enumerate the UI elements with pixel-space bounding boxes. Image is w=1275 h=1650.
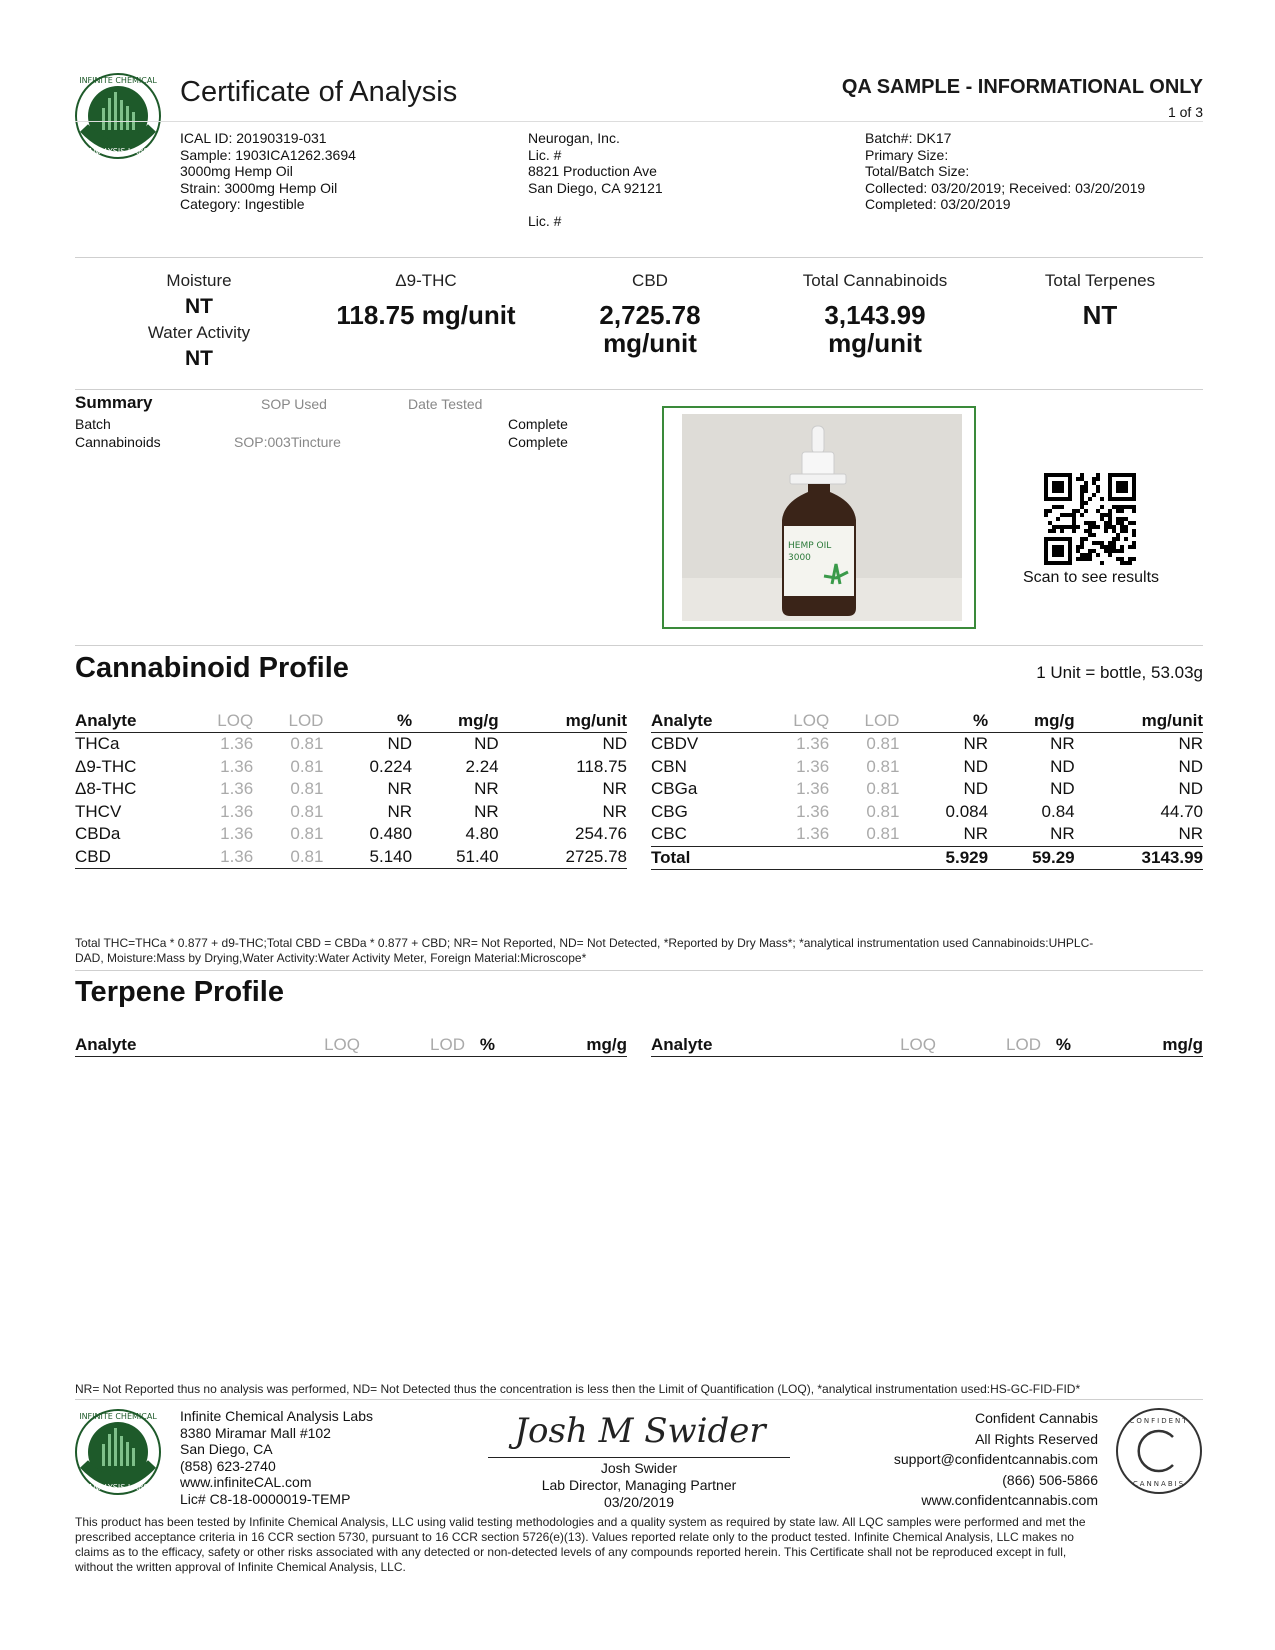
col-percent: % bbox=[323, 710, 412, 733]
cell-analyte: Δ8-THC bbox=[75, 779, 137, 799]
signatory-name: Josh Swider bbox=[600, 1460, 678, 1476]
cbd-unit: mg/unit bbox=[603, 328, 697, 358]
bottle-label-line1: HEMP OIL bbox=[788, 541, 832, 551]
cc-phone: (866) 506-5866 bbox=[1002, 1471, 1098, 1488]
cell-loq: 1.36 bbox=[187, 846, 253, 869]
table-row bbox=[75, 801, 627, 824]
sample-name: 3000mg Hemp Oil bbox=[180, 163, 293, 179]
lab-city: San Diego, CA bbox=[180, 1441, 273, 1457]
qr-caption: Scan to see results bbox=[1022, 569, 1160, 586]
table-row bbox=[75, 756, 627, 779]
cell-analyte: THCa bbox=[75, 734, 120, 754]
cell-loq: 1.36 bbox=[220, 801, 254, 821]
summary-row-name: Batch bbox=[75, 416, 111, 432]
cell-mg-g: ND bbox=[1050, 756, 1075, 776]
cannabinoid-notes bbox=[75, 936, 1205, 966]
terpene-table-left bbox=[75, 1034, 627, 1057]
divider bbox=[75, 121, 1203, 122]
signatory bbox=[488, 1460, 790, 1511]
divider bbox=[75, 645, 1203, 646]
table-row bbox=[651, 756, 1203, 779]
sample-info bbox=[180, 130, 356, 213]
cell-lod: 0.81 bbox=[866, 824, 900, 844]
cell-analyte: CBDV bbox=[651, 734, 699, 754]
col-lod: LOD bbox=[360, 1034, 465, 1057]
table-row bbox=[75, 778, 627, 801]
col-mg-g: mg/g bbox=[495, 1034, 627, 1057]
cell-loq: 1.36 bbox=[220, 779, 254, 799]
divider bbox=[75, 389, 1203, 390]
moisture-metric bbox=[119, 271, 279, 371]
cell-mg-g: 0.84 bbox=[1041, 801, 1075, 821]
summary-row-status: Complete bbox=[508, 434, 568, 450]
cell-mg-g: NR bbox=[1050, 734, 1075, 754]
client-license: Lic. # bbox=[528, 146, 562, 163]
note-line: DAD, Moisture:Mass by Drying,Water Activity:Water Activity Meter, Foreign Material:Microscope* bbox=[75, 951, 587, 965]
thc-label: Δ9-THC bbox=[395, 271, 457, 290]
cell-loq: 1.36 bbox=[220, 734, 254, 754]
qr-code[interactable] bbox=[1044, 473, 1136, 565]
cc-rights: All Rights Reserved bbox=[975, 1430, 1098, 1447]
cannabinoid-table-right bbox=[651, 710, 1203, 870]
cell-analyte: CBC bbox=[651, 824, 687, 844]
table-row bbox=[651, 778, 1203, 801]
table-row bbox=[75, 823, 627, 846]
cell-percent: 0.224 bbox=[369, 756, 413, 776]
col-mg-unit: mg/unit bbox=[499, 710, 627, 733]
strain: Strain: 3000mg Hemp Oil bbox=[180, 179, 338, 196]
client-address: 8821 Production Ave bbox=[528, 163, 657, 179]
signature-image bbox=[490, 1404, 790, 1456]
summary-row-status: Complete bbox=[508, 416, 568, 432]
col-percent: % bbox=[1041, 1034, 1071, 1057]
cc-name: Confident Cannabis bbox=[975, 1410, 1098, 1426]
svg-text:INFINITE CHEMICAL: INFINITE CHEMICAL bbox=[79, 1412, 157, 1421]
page-title: Certificate of Analysis bbox=[180, 76, 458, 108]
lab-info bbox=[180, 1408, 373, 1507]
cell-percent: NR bbox=[963, 824, 989, 844]
cell-loq: 1.36 bbox=[796, 779, 830, 799]
col-lod: LOD bbox=[253, 710, 323, 733]
batch-size: Total/Batch Size: bbox=[865, 163, 970, 179]
total-analyte: Total bbox=[651, 846, 763, 870]
summary-row-sop: SOP:003Tincture bbox=[234, 434, 341, 450]
qa-label: QA SAMPLE - INFORMATIONAL ONLY bbox=[841, 76, 1203, 98]
disclaimer-line: prescribed acceptance criteria in 16 CCR section 5730, pursuant to 16 CCR section 5726(e)(13). Values reported relate only to the product tested. Infinite Chemical Analysis, LLC makes no bbox=[75, 1530, 1074, 1544]
moisture-value: NT bbox=[185, 295, 213, 318]
unit-note: 1 Unit = bottle, 53.03g bbox=[1036, 663, 1203, 682]
cell-loq: 1.36 bbox=[796, 734, 830, 754]
cell-percent: NR bbox=[387, 779, 413, 799]
cell-mg-g: NR bbox=[474, 779, 499, 799]
cell-percent: 0.084 bbox=[945, 801, 989, 821]
cell-mg-unit: ND bbox=[1178, 779, 1203, 799]
col-lod: LOD bbox=[829, 710, 899, 733]
table-row bbox=[75, 733, 627, 756]
completed: Completed: 03/20/2019 bbox=[865, 196, 1011, 212]
category: Category: Ingestible bbox=[180, 196, 305, 212]
cell-percent: ND bbox=[963, 779, 989, 799]
col-loq: LOQ bbox=[763, 710, 829, 733]
lab-website[interactable]: www.infiniteCAL.com bbox=[180, 1474, 312, 1490]
lab-license: Lic# C8-18-0000019-TEMP bbox=[180, 1490, 351, 1507]
client-license-2: Lic. # bbox=[528, 212, 562, 229]
cell-lod: 0.81 bbox=[866, 779, 900, 799]
disclaimer-line: This product has been tested by Infinite Chemical Analysis, LLC using valid testing methodologies and a quality system as required by state law. All LQC samples were performed and met the bbox=[75, 1515, 1086, 1529]
ical-id: ICAL ID: 20190319-031 bbox=[180, 130, 327, 146]
lab-name: Infinite Chemical Analysis Labs bbox=[180, 1408, 373, 1424]
product-photo bbox=[662, 406, 976, 629]
terpene-profile-title: Terpene Profile bbox=[75, 976, 284, 1008]
summary-date-header: Date Tested bbox=[408, 396, 483, 412]
client-info bbox=[528, 130, 663, 229]
divider bbox=[75, 970, 1203, 971]
table-row bbox=[651, 733, 1203, 756]
cell-loq: 1.36 bbox=[220, 756, 254, 776]
ical-logo-footer bbox=[74, 1408, 162, 1496]
collected-received: Collected: 03/20/2019; Received: 03/20/2019 bbox=[865, 179, 1146, 196]
col-loq: LOQ bbox=[285, 1034, 360, 1057]
cell-loq: 1.36 bbox=[220, 824, 254, 844]
moisture-label: Moisture bbox=[166, 271, 232, 290]
svg-text:INFINITE CHEMICAL: INFINITE CHEMICAL bbox=[79, 76, 157, 85]
total-percent: 5.929 bbox=[899, 846, 988, 870]
cc-website[interactable]: www.confidentcannabis.com bbox=[921, 1492, 1098, 1508]
cell-percent: NR bbox=[387, 801, 413, 821]
svg-text:ANALYSIS LABS: ANALYSIS LABS bbox=[87, 147, 149, 156]
footer-note: NR= Not Reported thus no analysis was performed, ND= Not Detected thus the concentration is less then the Limit of Quantification (LOQ), *analytical instrumentation used:HS-GC-FID-FID* bbox=[75, 1382, 1081, 1396]
col-analyte: Analyte bbox=[75, 710, 187, 733]
col-loq: LOQ bbox=[861, 1034, 936, 1057]
cell-analyte: CBD bbox=[75, 846, 187, 869]
cell-mg-unit: NR bbox=[602, 801, 627, 821]
svg-text:CONFIDENT: CONFIDENT bbox=[1129, 1417, 1189, 1425]
cell-mg-unit: 254.76 bbox=[575, 824, 627, 844]
total-cannabinoids-label: Total Cannabinoids bbox=[802, 271, 948, 290]
table-row bbox=[651, 823, 1203, 846]
col-percent: % bbox=[465, 1034, 495, 1057]
primary-size: Primary Size: bbox=[865, 146, 949, 163]
signature-line bbox=[488, 1457, 790, 1458]
cell-analyte: Δ9-THC bbox=[75, 756, 137, 776]
cell-mg-unit: NR bbox=[1178, 734, 1203, 754]
disclaimer-line: without the written approval of Infinite Chemical Analysis, LLC. bbox=[75, 1560, 406, 1574]
confident-cannabis-logo bbox=[1114, 1406, 1204, 1496]
cbd-value: 2,725.78 bbox=[599, 300, 701, 330]
col-mg-g: mg/g bbox=[412, 710, 499, 733]
cannabinoid-table-left bbox=[75, 710, 627, 869]
cell-mg-g: ND bbox=[1050, 779, 1075, 799]
page-number: 1 of 3 bbox=[1167, 104, 1203, 120]
total-terpenes-value: NT bbox=[1082, 300, 1118, 330]
cell-percent: ND bbox=[387, 734, 413, 754]
cell-mg-unit: ND bbox=[602, 734, 627, 754]
bottle-label-line2: 3000 bbox=[788, 553, 811, 563]
cell-mg-unit: NR bbox=[1178, 824, 1203, 844]
cc-email[interactable]: support@confidentcannabis.com bbox=[893, 1451, 1098, 1467]
cell-percent: 5.140 bbox=[323, 846, 412, 869]
summary-title: Summary bbox=[75, 393, 153, 412]
summary-sop-header: SOP Used bbox=[261, 396, 327, 412]
cbd-metric bbox=[560, 271, 740, 357]
cell-analyte: THCV bbox=[75, 801, 122, 821]
batch-info bbox=[865, 130, 1145, 213]
cell-mg-unit: ND bbox=[1178, 756, 1203, 776]
signature-script: Josh M Swider bbox=[514, 1411, 766, 1451]
cell-lod: 0.81 bbox=[253, 846, 323, 869]
col-mg-g: mg/g bbox=[988, 710, 1075, 733]
total-cannabinoids-unit: mg/unit bbox=[828, 328, 922, 358]
col-percent: % bbox=[899, 710, 988, 733]
summary-row-name: Cannabinoids bbox=[75, 434, 161, 450]
cell-analyte: CBN bbox=[651, 756, 687, 776]
cell-percent: 0.480 bbox=[369, 824, 413, 844]
total-cannabinoids-metric bbox=[770, 271, 980, 357]
cell-loq: 1.36 bbox=[796, 756, 830, 776]
client-city: San Diego, CA 92121 bbox=[528, 179, 663, 196]
col-analyte: Analyte bbox=[651, 710, 763, 733]
table-row bbox=[651, 801, 1203, 824]
total-mg-unit: 3143.99 bbox=[1075, 846, 1203, 870]
confident-info bbox=[894, 1408, 1098, 1511]
cbd-label: CBD bbox=[632, 271, 668, 290]
col-loq: LOQ bbox=[187, 710, 253, 733]
cell-loq: 1.36 bbox=[796, 801, 830, 821]
total-loq bbox=[763, 846, 829, 870]
cell-mg-g: 2.24 bbox=[465, 756, 499, 776]
terpene-table-right bbox=[651, 1034, 1203, 1057]
total-lod bbox=[829, 846, 899, 870]
cell-lod: 0.81 bbox=[866, 734, 900, 754]
signatory-title: Lab Director, Managing Partner bbox=[541, 1477, 737, 1493]
disclaimer-line: claims as to the efficacy, safety or other risks associated with any detected or non-detected levels of any compounds reported herein. This Certificate shall not be reproduced except in full, bbox=[75, 1545, 1067, 1559]
svg-text:ANALYSIS LABS: ANALYSIS LABS bbox=[87, 1483, 149, 1492]
thc-value: 118.75 mg/unit bbox=[336, 300, 516, 330]
divider bbox=[75, 1399, 1203, 1400]
table-row bbox=[75, 846, 627, 869]
sample-id: Sample: 1903ICA1262.3694 bbox=[180, 146, 356, 163]
col-lod: LOD bbox=[936, 1034, 1041, 1057]
total-terpenes-label: Total Terpenes bbox=[1044, 271, 1156, 290]
cell-loq: 1.36 bbox=[796, 824, 830, 844]
lab-address: 8380 Miramar Mall #102 bbox=[180, 1424, 331, 1441]
cell-lod: 0.81 bbox=[290, 824, 324, 844]
svg-text:CANNABIS: CANNABIS bbox=[1132, 1480, 1186, 1488]
cell-mg-g: NR bbox=[1050, 824, 1075, 844]
total-mg-g: 59.29 bbox=[988, 846, 1075, 870]
total-row bbox=[651, 846, 1203, 870]
water-activity-label: Water Activity bbox=[147, 323, 251, 342]
cell-analyte: CBGa bbox=[651, 779, 698, 799]
cell-lod: 0.81 bbox=[290, 801, 324, 821]
ical-logo bbox=[74, 72, 162, 160]
cell-mg-g: ND bbox=[474, 734, 499, 754]
water-activity-value: NT bbox=[185, 347, 213, 370]
batch-number: Batch#: DK17 bbox=[865, 130, 952, 146]
cell-lod: 0.81 bbox=[866, 756, 900, 776]
cell-lod: 0.81 bbox=[290, 734, 324, 754]
col-mg-unit: mg/unit bbox=[1075, 710, 1203, 733]
total-cannabinoids-value: 3,143.99 bbox=[824, 300, 926, 330]
cell-mg-unit: 118.75 bbox=[576, 756, 627, 776]
divider bbox=[75, 257, 1203, 258]
client-blank bbox=[528, 196, 663, 213]
cell-mg-g: NR bbox=[474, 801, 499, 821]
cell-mg-unit: 2725.78 bbox=[499, 846, 627, 869]
cell-lod: 0.81 bbox=[290, 779, 324, 799]
note-line: Total THC=THCa * 0.877 + d9-THC;Total CBD = CBDa * 0.877 + CBD; NR= Not Reported, ND= Not Detected, *Reported by Dry Mass*; *analytical instrumentation used Cannabinoids:UHPLC- bbox=[75, 936, 1094, 950]
cell-analyte: CBG bbox=[651, 801, 688, 821]
client-name: Neurogan, Inc. bbox=[528, 130, 620, 146]
cell-percent: ND bbox=[963, 756, 989, 776]
thc-metric bbox=[316, 271, 536, 329]
col-mg-g: mg/g bbox=[1071, 1034, 1203, 1057]
cell-mg-unit: 44.70 bbox=[1160, 801, 1203, 821]
col-analyte: Analyte bbox=[651, 1034, 861, 1057]
cell-analyte: CBDa bbox=[75, 824, 121, 844]
total-terpenes-metric bbox=[1010, 271, 1190, 329]
signatory-date: 03/20/2019 bbox=[603, 1494, 675, 1510]
cell-mg-g: 4.80 bbox=[465, 824, 499, 844]
cell-percent: NR bbox=[963, 734, 989, 754]
cell-lod: 0.81 bbox=[866, 801, 900, 821]
cell-mg-unit: NR bbox=[602, 779, 627, 799]
cell-mg-g: 51.40 bbox=[412, 846, 499, 869]
lab-phone: (858) 623-2740 bbox=[180, 1457, 276, 1474]
cannabinoid-profile-title: Cannabinoid Profile bbox=[75, 652, 349, 684]
col-analyte: Analyte bbox=[75, 1034, 285, 1057]
disclaimer bbox=[75, 1515, 1205, 1575]
cell-lod: 0.81 bbox=[290, 756, 324, 776]
